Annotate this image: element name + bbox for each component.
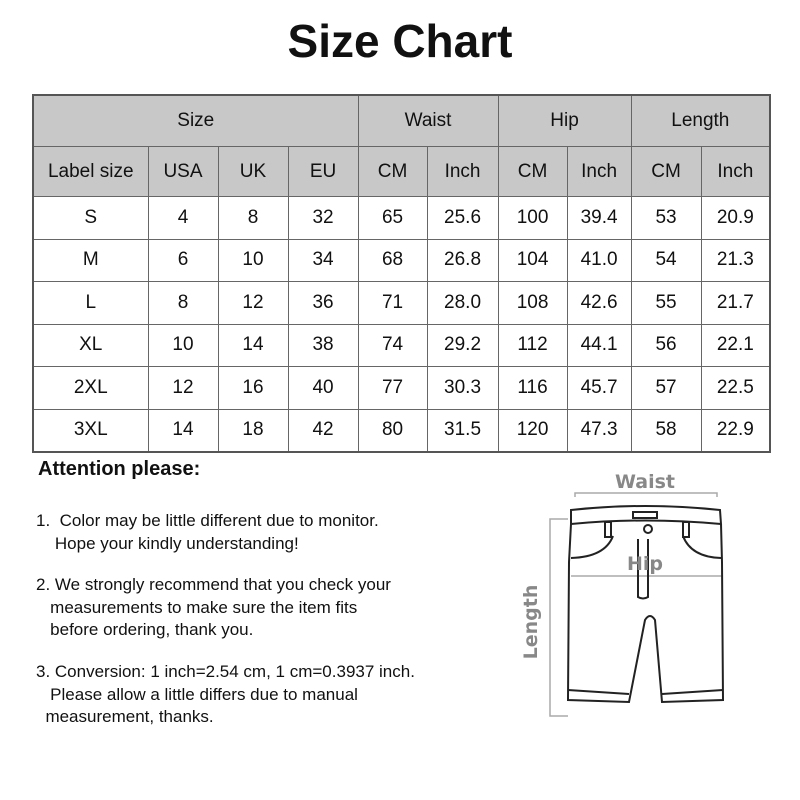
table-cell: 53	[631, 197, 701, 240]
note-line: measurement, thanks.	[36, 707, 214, 726]
shorts-icon	[568, 506, 723, 702]
table-cell: 28.0	[427, 282, 498, 325]
table-cell: 26.8	[427, 239, 498, 282]
table-cell: 31.5	[427, 409, 498, 452]
sub-header-cell: Inch	[427, 147, 498, 197]
table-cell: 44.1	[567, 324, 631, 367]
table-cell: 20.9	[701, 197, 770, 240]
sub-header-cell: USA	[148, 147, 218, 197]
table-cell: 77	[358, 367, 427, 410]
table-cell: 120	[498, 409, 567, 452]
table-cell: 71	[358, 282, 427, 325]
sub-header-cell: Label size	[33, 147, 148, 197]
table-cell: 108	[498, 282, 567, 325]
table-cell: 41.0	[567, 239, 631, 282]
table-cell: 21.3	[701, 239, 770, 282]
page-title: Size Chart	[287, 15, 513, 67]
sub-header-cell: EU	[288, 147, 358, 197]
length-label: Length	[520, 584, 542, 660]
table-cell: 10	[218, 239, 288, 282]
table-cell: 57	[631, 367, 701, 410]
note-line: 2. We strongly recommend that you check your	[36, 575, 391, 594]
table-cell: 6	[148, 239, 218, 282]
table-cell: 36	[288, 282, 358, 325]
table-row	[33, 282, 770, 325]
table-cell: 116	[498, 367, 567, 410]
note-line: Please allow a little differs due to manual	[36, 684, 358, 704]
table-cell: 25.6	[427, 197, 498, 240]
attention-note	[36, 661, 415, 729]
group-header-hip: Hip	[498, 95, 631, 147]
table-cell: 12	[218, 282, 288, 325]
table-cell: 21.7	[701, 282, 770, 325]
table-cell: 54	[631, 239, 701, 282]
table-cell: 40	[288, 367, 358, 410]
table-cell: 30.3	[427, 367, 498, 410]
table-cell: 8	[218, 197, 288, 240]
table-cell: 8	[148, 282, 218, 325]
table-cell: 18	[218, 409, 288, 452]
table-cell: 104	[498, 239, 567, 282]
waist-label: Waist	[614, 471, 676, 493]
table-cell: 42.6	[567, 282, 631, 325]
table-cell: 42	[288, 409, 358, 452]
table-cell: 2XL	[33, 367, 148, 410]
note-line: before ordering, thank you.	[36, 620, 254, 639]
table-cell: 56	[631, 324, 701, 367]
table-cell: 74	[358, 324, 427, 367]
table-row	[33, 197, 770, 240]
table-cell: 10	[148, 324, 218, 367]
table-cell: 29.2	[427, 324, 498, 367]
sub-header-cell: Inch	[701, 147, 770, 197]
note-line: measurements to make sure the item fits	[36, 597, 358, 617]
measurement-lines	[550, 493, 723, 716]
attention-note	[36, 574, 391, 642]
table-cell: L	[33, 282, 148, 325]
sub-header-cell: CM	[498, 147, 567, 197]
table-cell: 47.3	[567, 409, 631, 452]
table-cell: 22.9	[701, 409, 770, 452]
group-header-waist: Waist	[358, 95, 498, 147]
table-cell: 38	[288, 324, 358, 367]
table-cell: 3XL	[33, 409, 148, 452]
table-cell: 14	[218, 324, 288, 367]
sub-header-cell: UK	[218, 147, 288, 197]
group-header-row	[33, 95, 770, 147]
table-cell: 16	[218, 367, 288, 410]
attention-heading: Attention please:	[38, 458, 201, 480]
sub-header-cell: CM	[358, 147, 427, 197]
table-row	[33, 367, 770, 410]
table-cell: 22.5	[701, 367, 770, 410]
table-cell: 12	[148, 367, 218, 410]
table-cell: M	[33, 239, 148, 282]
table-cell: 112	[498, 324, 567, 367]
sub-header-cell: Inch	[567, 147, 631, 197]
hip-label: Hip	[626, 553, 664, 575]
sub-header-row	[33, 147, 770, 197]
table-cell: 80	[358, 409, 427, 452]
table-cell: 45.7	[567, 367, 631, 410]
sub-header-cell: CM	[631, 147, 701, 197]
table-cell: XL	[33, 324, 148, 367]
table-cell: 34	[288, 239, 358, 282]
table-cell: 55	[631, 282, 701, 325]
table-cell: S	[33, 197, 148, 240]
size-table	[32, 94, 771, 453]
table-cell: 68	[358, 239, 427, 282]
note-line: Hope your kindly understanding!	[36, 533, 299, 553]
table-cell: 22.1	[701, 324, 770, 367]
note-line: 1. Color may be little different due to monitor.	[36, 511, 379, 530]
table-cell: 39.4	[567, 197, 631, 240]
table-row	[33, 324, 770, 367]
group-header-length: Length	[631, 95, 770, 147]
table-cell: 14	[148, 409, 218, 452]
shorts-measurement-diagram	[505, 462, 765, 727]
table-cell: 4	[148, 197, 218, 240]
table-cell: 65	[358, 197, 427, 240]
table-cell: 100	[498, 197, 567, 240]
group-header-size: Size	[33, 95, 358, 147]
attention-note	[36, 510, 379, 555]
note-line: 3. Conversion: 1 inch=2.54 cm, 1 cm=0.3937 inch.	[36, 662, 415, 681]
table-row	[33, 409, 770, 452]
table-cell: 58	[631, 409, 701, 452]
table-row	[33, 239, 770, 282]
table-cell: 32	[288, 197, 358, 240]
